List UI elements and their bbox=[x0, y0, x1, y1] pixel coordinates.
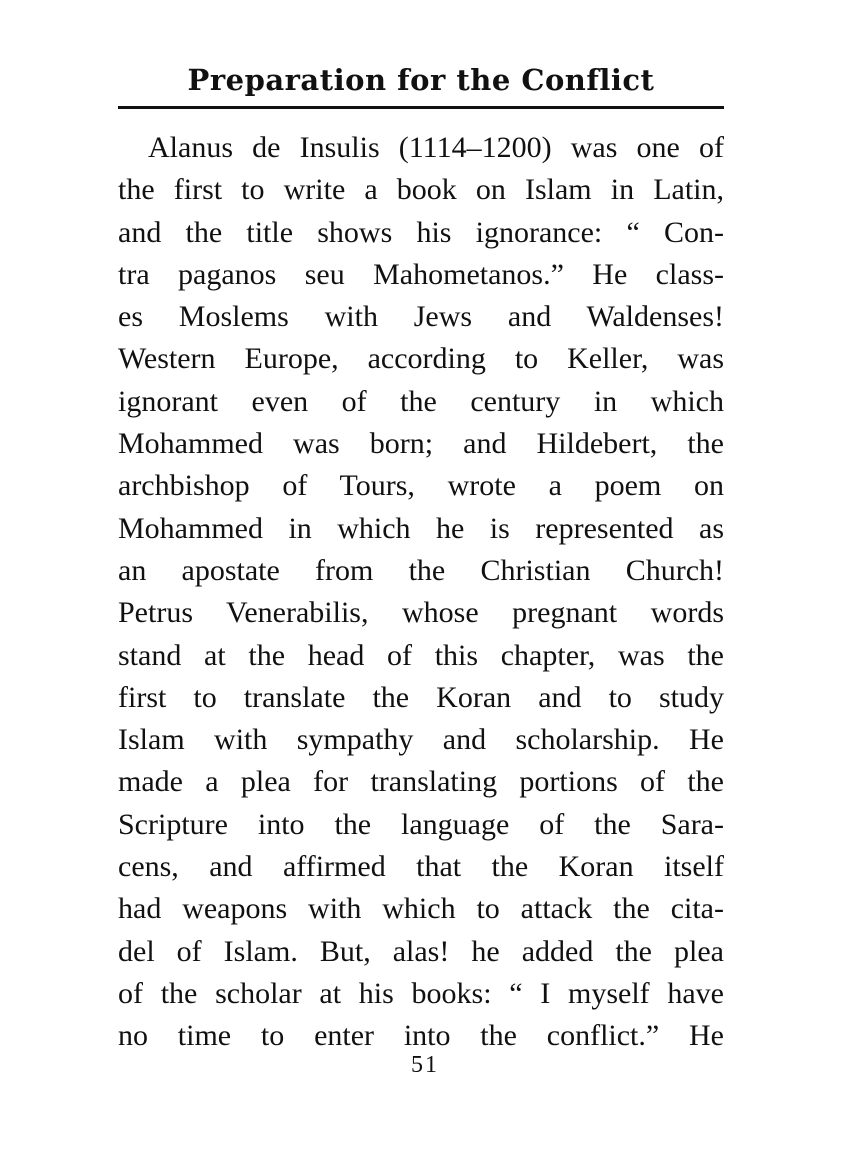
text-line: del of Islam. But, alas! he added the plea bbox=[118, 934, 724, 968]
text-line: Scripture into the language of the Sara- bbox=[118, 807, 724, 841]
text-line: archbishop of Tours, wrote a poem on bbox=[118, 469, 724, 503]
text-line: Alanus de Insulis (1114–1200) was one of bbox=[148, 131, 724, 164]
text-line: Mohammed was born; and Hildebert, the bbox=[118, 427, 724, 461]
text-line: stand at the head of this chapter, was the bbox=[118, 638, 724, 672]
text-line: Western Europe, according to Keller, was bbox=[118, 342, 724, 376]
text-line: an apostate from the Christian Church! bbox=[118, 553, 724, 587]
text-line: es Moslems with Jews and Waldenses! bbox=[118, 300, 724, 334]
text-line: no time to enter into the conflict.” He bbox=[118, 1019, 724, 1053]
text-line: Islam with sympathy and scholarship. He bbox=[118, 723, 724, 757]
text-line: tra paganos seu Mahometanos.” He class- bbox=[118, 257, 724, 291]
body-text bbox=[118, 127, 724, 1058]
text-line: made a plea for translating portions of the bbox=[118, 765, 724, 799]
text-line: the first to write a book on Islam in Latin, bbox=[118, 173, 724, 207]
text-line: Petrus Venerabilis, whose pregnant words bbox=[118, 596, 724, 630]
text-line: and the title shows his ignorance: “ Con- bbox=[118, 215, 724, 249]
text-line: cens, and affirmed that the Koran itself bbox=[118, 850, 724, 884]
page-number: 51 bbox=[411, 1052, 439, 1078]
text-line: Mohammed in which he is represented as bbox=[118, 511, 724, 545]
text-line: first to translate the Koran and to study bbox=[118, 680, 724, 714]
running-head: Preparation for the Conflict bbox=[187, 63, 655, 97]
text-line: ignorant even of the century in which bbox=[118, 384, 724, 418]
text-line: of the scholar at his books: “ I myself have bbox=[118, 976, 724, 1010]
header-rule bbox=[118, 106, 724, 109]
text-line: had weapons with which to attack the cita- bbox=[118, 892, 724, 926]
